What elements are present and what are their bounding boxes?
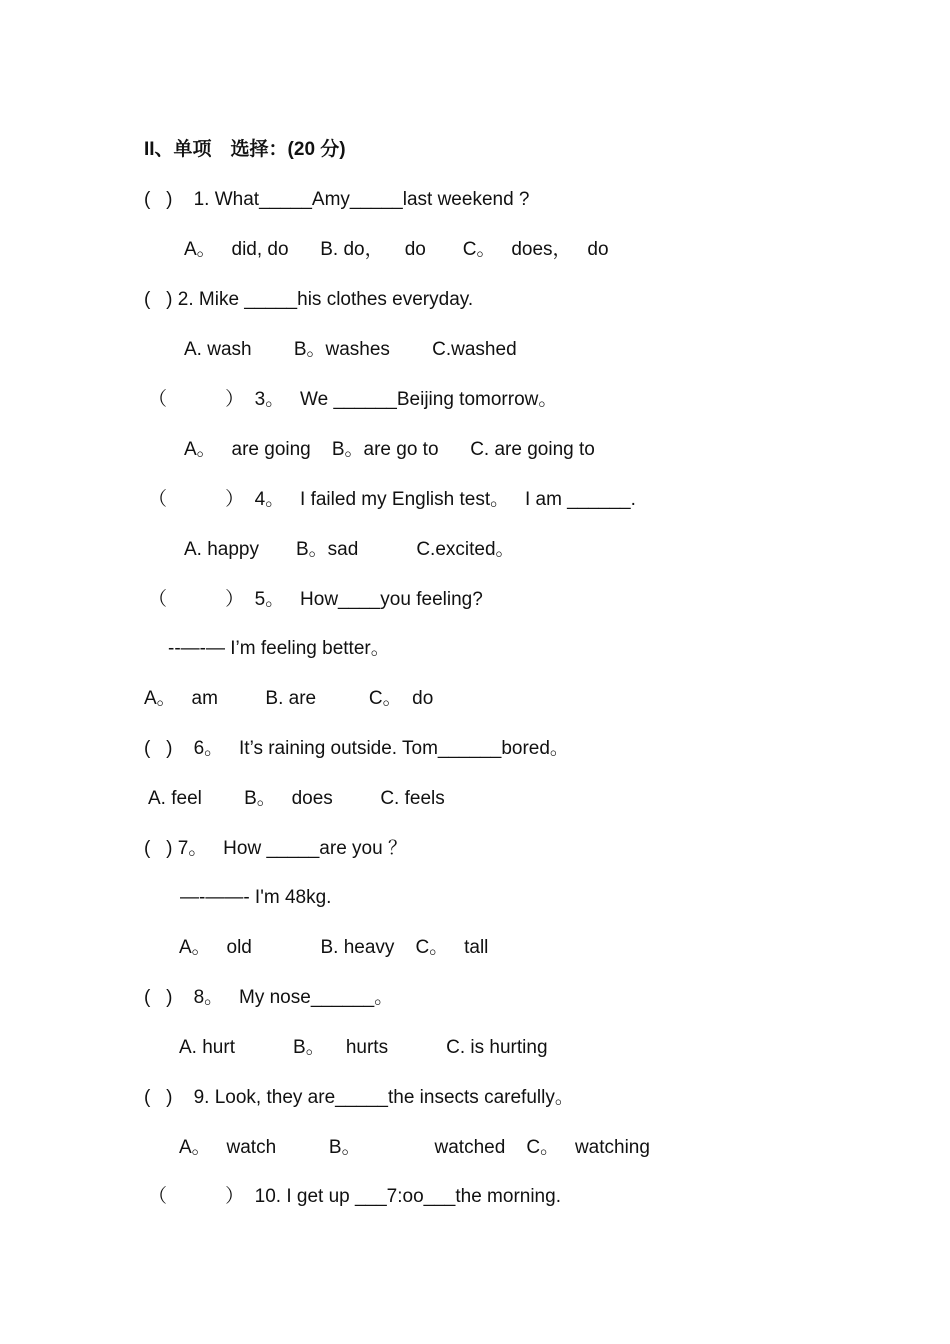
question-1: ( ) 1. What_____Amy_____last weekend ? (144, 189, 530, 210)
question-7-options: A。 old B. heavy C。 tall (179, 937, 489, 958)
question-8: ( ) 8。 My nose______。 (144, 987, 394, 1008)
question-7: ( ) 7。 How _____are you ？ (144, 838, 407, 859)
question-2: ( ) 2. Mike _____his clothes everyday. (144, 289, 474, 310)
question-5-options: A。 am B. are C。 do (144, 688, 434, 709)
question-4: （ ） 4。 I failed my English test。 I am ______. (148, 489, 636, 510)
section-title: II、单项 选择：(20 分) (144, 139, 346, 160)
question-10: （ ） 10. I get up ___7:oo___the morning. (148, 1186, 561, 1207)
question-9: ( ) 9. Look, they are_____the insects carefully。 (144, 1087, 574, 1108)
question-6: ( ) 6。 It’s raining outside. Tom______bored。 (144, 738, 569, 759)
question-8-options: A. hurt B。 hurts C. is hurting (179, 1037, 548, 1058)
question-5-response: --—-— I’m feeling better。 (168, 638, 390, 659)
question-4-options: A. happy B。sad C.excited。 (184, 539, 515, 560)
question-2-options: A. wash B。washes C.washed (184, 339, 517, 360)
question-9-options: A。 watch B。 watched C。 watching (179, 1137, 650, 1158)
question-5: （ ） 5。 How____you feeling? (148, 589, 483, 610)
question-3-options: A。 are going B。are go to C. are going to (184, 439, 595, 460)
question-6-options: A. feel B。 does C. feels (148, 788, 445, 809)
question-1-options: A。 did, do B. do， do C。 does， do (184, 239, 609, 260)
question-3: （ ） 3。 We ______Beijing tomorrow。 (148, 389, 558, 410)
question-7-response: —-——- I'm 48kg. (180, 887, 332, 908)
